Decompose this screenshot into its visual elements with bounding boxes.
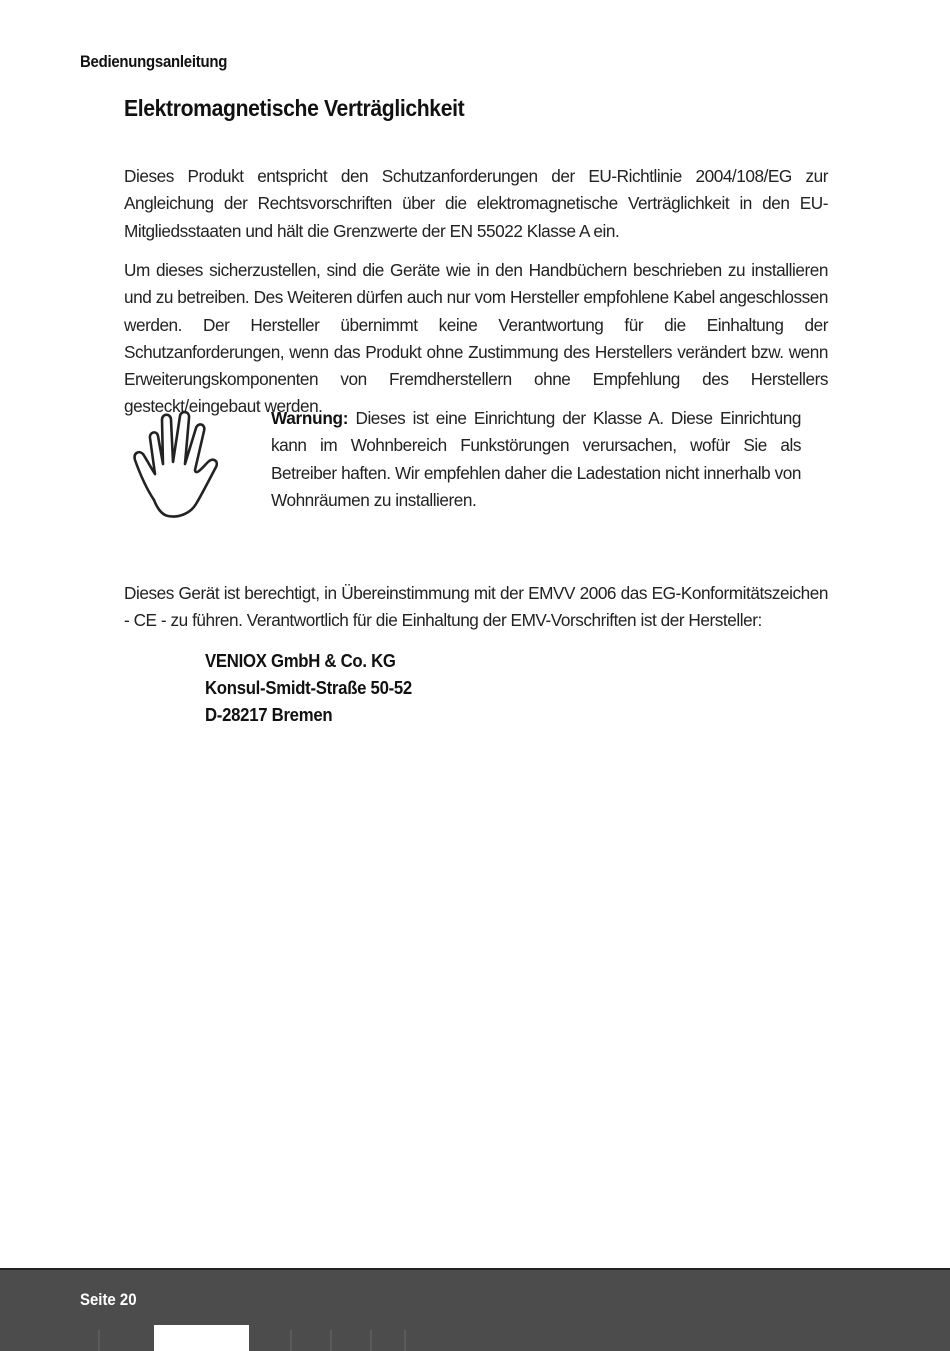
footer-divider — [404, 1330, 406, 1351]
footer-divider — [330, 1330, 332, 1351]
address-company: VENIOX GmbH & Co. KG — [205, 651, 396, 671]
address-street: Konsul-Smidt-Straße 50-52 — [205, 678, 412, 698]
warning-notice — [271, 405, 801, 514]
hand-stop-icon — [132, 408, 218, 520]
document-header-label: Bedienungsanleitung — [80, 52, 228, 71]
paragraph-ce-conformity: Dieses Gerät ist berechtigt, in Übereinstimmung mit der EMVV 2006 das EG-Konformitätszeichen - CE - zu führen. Verantwortlich für die Einhaltung der EMV-Vorschriften ist der Hersteller: — [124, 583, 828, 631]
warning-label: Warnung: — [271, 408, 349, 428]
warning-text: Dieses ist eine Einrichtung der Klasse A. Diese Einrichtung kann im Wohnbereich Funkstörungen verursachen, wofür Sie als Betreiber haften. Wir empfehlen daher die Ladestation nicht innerhalb von Wohnräumen zu installieren. — [271, 408, 801, 510]
paragraph-directive: Dieses Produkt entspricht den Schutzanforderungen der EU-Richtlinie 2004/108/EG zur Angleichung der Rechtsvorschriften über die elektromagnetische Verträglichkeit in den EU-Mitgliedsstaaten und hält die Grenzwerte der EN 55022 Klasse A ein. — [124, 166, 828, 241]
address-city: D-28217 Bremen — [205, 705, 333, 725]
manufacturer-address — [205, 648, 428, 729]
page-number: Seite 20 — [80, 1290, 137, 1309]
footer-divider — [370, 1330, 372, 1351]
footer-divider — [98, 1330, 100, 1351]
footer-divider — [290, 1330, 292, 1351]
section-title: Elektromagnetische Verträglichkeit — [124, 95, 465, 121]
footer-marker — [154, 1325, 249, 1351]
page-footer — [0, 1268, 950, 1351]
paragraph-installation: Um dieses sicherzustellen, sind die Geräte wie in den Handbüchern beschrieben zu installieren und zu betreiben. Des Weiteren dürfen auch nur vom Hersteller empfohlene Kabel angeschlossen werden. Der Hersteller übernimmt keine Verantwortung für die Einhaltung der Schutzanforderungen, wenn das Produkt ohne Zustimmung des Herstellers verändert bzw. wenn Erweiterungskomponenten von Fremdherstellern ohne Empfehlung des Herstellers gesteckt/eingebaut werden. — [124, 260, 828, 417]
